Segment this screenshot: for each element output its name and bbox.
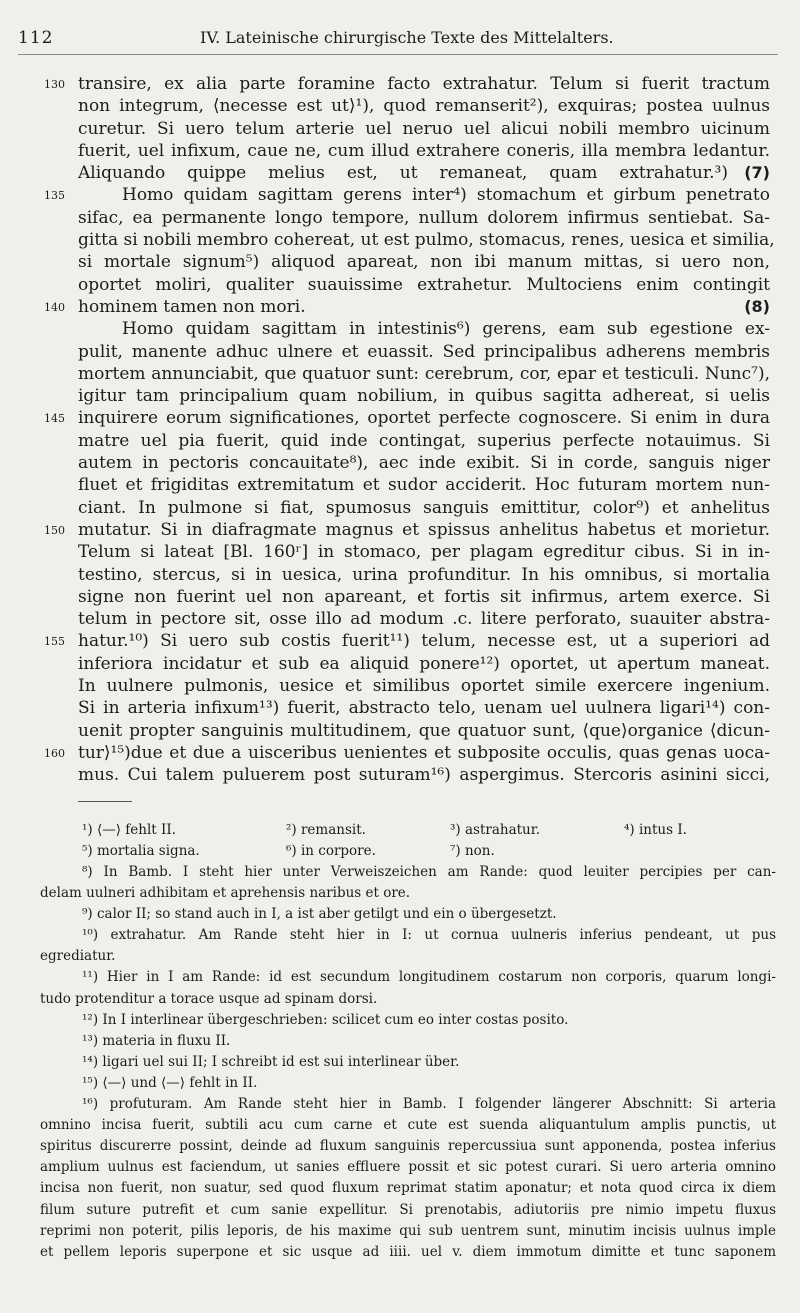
- footnote-line: filum suture putrefit et cum sanie expellitur. Si prenotabis, adiutoriis pre nimio impetu fluxus: [40, 1201, 776, 1218]
- text-line: [0, 162, 800, 184]
- running-header: [18, 28, 778, 52]
- text-line: [0, 251, 800, 273]
- footnote: ⁵) mortalia signa.: [82, 843, 200, 859]
- line-text: mus. Cui talem puluerem post suturam¹⁶) aspergimus. Stercoris asinini sicci,: [78, 765, 770, 786]
- footnote-separator: [78, 801, 132, 802]
- line-text: signe non fuerint uel non apareant, et fortis sit infirmus, artem exerce. Si: [78, 586, 770, 607]
- footnote-line: ¹⁰) extrahatur. Am Rande steht hier in I: ut cornua uulneris inferius pendeant, ut pus: [82, 927, 776, 944]
- line-text: pulit, manente adhuc ulnere et euassit. Sed principalibus adherens membris: [78, 341, 770, 362]
- line-text: matre uel pia fuerit, quid inde contingat, superius perfecte notauimus. Si: [78, 430, 770, 451]
- footnote: ²) remansit.: [286, 822, 366, 838]
- text-line: [0, 720, 800, 742]
- text-line: [0, 184, 800, 206]
- line-number: 135: [44, 189, 65, 203]
- footnote-line: amplium uulnus est faciendum, ut sanies effluere possit et sic potest curari. Si uero arteria omnino: [40, 1159, 776, 1176]
- text-line: [0, 519, 800, 541]
- line-text: sifac, ea permanente longo tempore, nullum dolorem infirmus sentiebat. Sa-: [78, 207, 770, 228]
- line-text: Telum si lateat [Bl. 160ʳ] in stomaco, per plagam egreditur cibus. Si in in-: [78, 542, 770, 563]
- footnote-line: egrediatur.: [40, 948, 116, 965]
- running-title: IV. Lateinische chirurgische Texte des Mittelalters.: [200, 28, 614, 47]
- footnote-line: ¹³) materia in fluxu II.: [82, 1032, 231, 1049]
- section-marker: (7): [744, 163, 770, 183]
- footnote-grid: [0, 820, 800, 862]
- section-marker: (8): [744, 296, 770, 316]
- footnotes: [0, 820, 800, 1263]
- text-line: [0, 653, 800, 675]
- text-line: [0, 140, 800, 162]
- text-line: [0, 430, 800, 452]
- text-line: [0, 586, 800, 608]
- line-text: mutatur. Si in diafragmate magnus et spissus anhelitus habetus et morietur.: [78, 519, 770, 540]
- text-line: [0, 764, 800, 786]
- text-line: [0, 363, 800, 385]
- footnote-line: delam uulneri adhibitam et aprehensis naribus et ore.: [40, 885, 411, 902]
- line-number: 130: [44, 78, 65, 91]
- text-line: [0, 608, 800, 630]
- footnote: ¹) ⟨—⟩ fehlt II.: [82, 822, 176, 838]
- page-number: 112: [18, 28, 54, 48]
- line-text: gitta si nobili membro cohereat, ut est pulmo, stomacus, renes, uesica et similia,: [78, 230, 775, 251]
- text-line: [0, 630, 800, 652]
- text-line: [0, 73, 800, 95]
- footnote: ⁶) in corpore.: [286, 843, 376, 859]
- main-text: [0, 73, 800, 787]
- text-line: [0, 95, 800, 117]
- text-line: [0, 318, 800, 340]
- footnote: ⁴) intus I.: [624, 822, 687, 838]
- line-text: mortem annunciabit, que quatuor sunt: cerebrum, cor, epar et testiculi. Nunc⁷),: [78, 363, 770, 384]
- line-text: Aliquando quippe melius est, ut remaneat, quam extrahatur.³): [78, 163, 728, 184]
- line-text: inquirere eorum significationes, oportet perfecte cognoscere. Si enim in dura: [78, 408, 770, 429]
- footnote-line: ¹¹) Hier in I am Rande: id est secundum longitudinem costarum non corporis, quarum longi-: [82, 969, 776, 986]
- line-text: oportet moliri, qualiter suauissime extrahetur. Multociens enim contingit: [78, 274, 770, 295]
- line-text: fluet et frigiditas extremitatum et sudor acciderit. Hoc futuram mortem nun-: [78, 475, 770, 496]
- footnote-line: ¹⁴) ligari uel sui II; I schreibt id est sui interlinear über.: [82, 1053, 460, 1070]
- line-text: hatur.¹⁰) Si uero sub costis fuerit¹¹) telum, necesse est, ut a superiori ad: [78, 631, 770, 652]
- footnote-line: ⁹) calor II; so stand auch in I, a ist aber getilgt und ein o übergesetzt.: [82, 906, 557, 923]
- line-text: testino, stercus, si in uesica, urina profunditur. In his omnibus, si mortalia: [78, 564, 770, 585]
- footnote-line: reprimi non poterit, pilis leporis, de his maxime qui sub uentrem sunt, minutim incisis uulnus imple: [40, 1222, 776, 1239]
- text-line: [0, 341, 800, 363]
- line-text: uenit propter sanguinis multitudinem, que quatuor sunt, ⟨que⟩organice ⟨dicun-: [78, 720, 770, 741]
- footnote-lines: [0, 862, 800, 1263]
- header-rule: [18, 54, 778, 55]
- text-line: [0, 697, 800, 719]
- footnote-line: spiritus discurerre possint, deinde ad fluxum sanguinis repercussiua sunt apponenda, postea inferius: [40, 1138, 776, 1155]
- text-line: [0, 742, 800, 764]
- text-line: [0, 497, 800, 519]
- line-number: 160: [44, 746, 65, 760]
- footnote-line: ⁸) In Bamb. I steht hier unter Verweiszeichen am Rande: quod leuiter percipies per can-: [82, 864, 776, 880]
- footnote: ⁷) non.: [450, 843, 495, 859]
- line-text: Homo quidam sagittam gerens inter⁴) stomachum et girbum penetrato: [122, 185, 770, 206]
- line-text: telum in pectore sit, osse illo ad modum .c. litere perforato, suauiter abstra-: [78, 609, 770, 630]
- footnote-line: ¹²) In I interlinear übergeschrieben: scilicet cum eo inter costas posito.: [82, 1011, 569, 1028]
- line-text: tur⟩¹⁵)due et due a uisceribus uenientes et subposite occulis, quas genas uoca-: [78, 742, 770, 763]
- text-line: [0, 296, 800, 318]
- line-text: ciant. In pulmone si fiat, spumosus sanguis emittitur, color⁹) et anhelitus: [78, 497, 770, 518]
- line-text: igitur tam principalium quam nobilium, in quibus sagitta adhereat, si uelis: [78, 386, 770, 407]
- footnote-line: incisa non fuerit, non suatur, sed quod fluxum reprimat statim aponatur; et nota quod circa ix diem: [40, 1180, 776, 1197]
- line-text: curetur. Si uero telum arterie uel neruo uel alicui nobili membro uicinum: [78, 118, 770, 139]
- footnote-line: tudo protenditur a torace usque ad spinam dorsi.: [40, 990, 378, 1007]
- line-text: autem in pectoris concauitate⁸), aec inde exibit. Si in corde, sanguis niger: [78, 453, 770, 474]
- line-text: transire, ex alia parte foramine facto extrahatur. Telum si fuerit tractum: [78, 74, 770, 94]
- footnote: ³) astrahatur.: [450, 822, 540, 838]
- line-number: 155: [44, 635, 65, 649]
- text-line: [0, 452, 800, 474]
- line-text: Homo quidam sagittam in intestinis⁶) gerens, eam sub egestione ex-: [122, 319, 770, 340]
- text-line: [0, 474, 800, 496]
- text-line: [0, 118, 800, 140]
- text-line: [0, 407, 800, 429]
- text-line: [0, 564, 800, 586]
- footnote-line: omnino incisa fuerit, subtili acu cum carne et cute est suenda aliquantulum amplis punctis, ut: [40, 1117, 776, 1134]
- text-line: [0, 541, 800, 563]
- footnote-line: ¹⁶) profuturam. Am Rande steht hier in Bamb. I folgender längerer Abschnitt: Si arteria: [82, 1096, 776, 1113]
- text-line: [0, 675, 800, 697]
- footnote-line: et pellem leporis superpone et sic usque ad iiii. uel v. diem immotum dimitte et tunc saponem: [40, 1243, 776, 1260]
- line-number: 145: [44, 412, 65, 426]
- footnote-row: [0, 820, 800, 841]
- line-text: inferiora incidatur et sub ea aliquid ponere¹²) oportet, ut apertum maneat.: [78, 653, 770, 674]
- line-text: In uulnere pulmonis, uesice et similibus oportet simile exercere ingenium.: [78, 676, 770, 697]
- text-line: [0, 229, 800, 251]
- text-line: [0, 207, 800, 229]
- line-text: hominem tamen non mori.: [78, 296, 306, 317]
- text-line: [0, 385, 800, 407]
- footnote-row: [0, 841, 800, 862]
- line-text: Si in arteria infixum¹³) fuerit, abstracto telo, uenam uel uulnera ligari¹⁴) con-: [78, 698, 770, 719]
- line-text: non integrum, ⟨necesse est ut⟩¹), quod remanserit²), exquiras; postea uulnus: [78, 96, 770, 117]
- text-line: [0, 274, 800, 296]
- footnote-line: ¹⁵) ⟨—⟩ und ⟨—⟩ fehlt in II.: [82, 1074, 258, 1091]
- line-text: si mortale signum⁵) aliquod apareat, non ibi manum mittas, si uero non,: [78, 252, 770, 273]
- line-text: fuerit, uel infixum, caue ne, cum illud extrahere coneris, illa membra ledantur.: [78, 140, 770, 161]
- line-number: 150: [44, 523, 65, 537]
- line-number: 140: [44, 300, 65, 314]
